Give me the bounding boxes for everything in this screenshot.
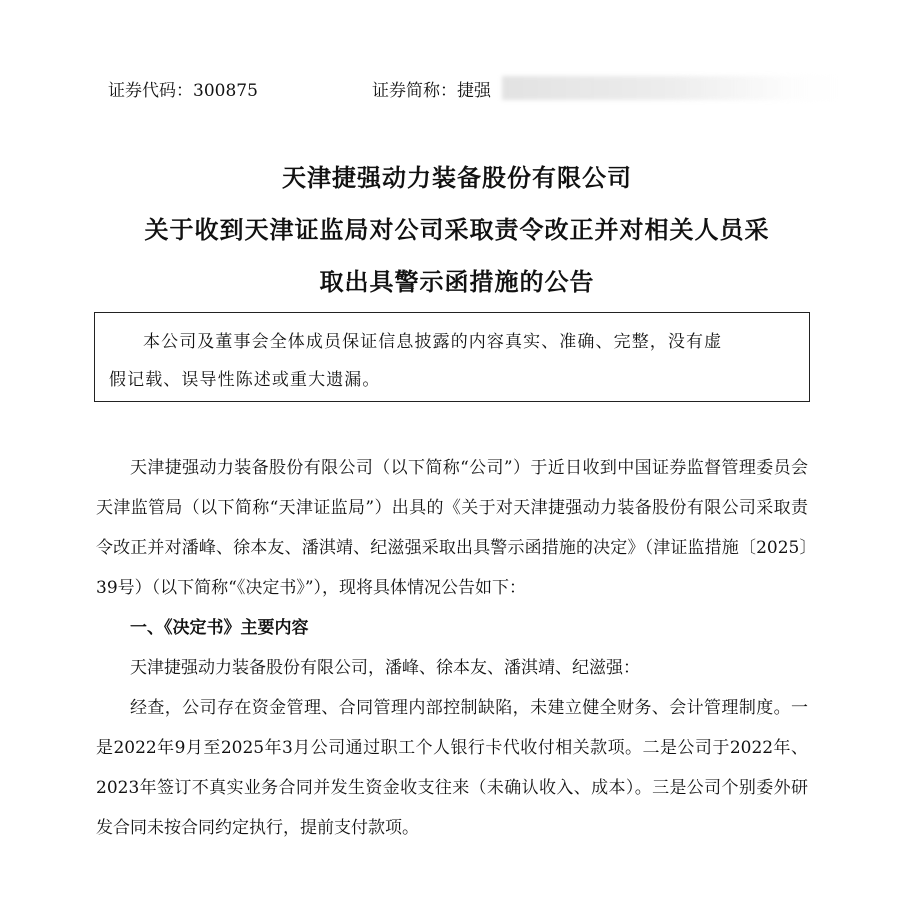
announcement-title-line-1: 关于收到天津证监局对公司采取责令改正并对相关人员采 xyxy=(144,216,770,244)
company-title: 天津捷强动力装备股份有限公司 xyxy=(282,164,632,192)
announcement-body xyxy=(96,448,808,848)
findings-paragraph: 经查，公司存在资金管理、合同管理内部控制缺陷，未建立健全财务、会计管理制度。一是2022年9月至2025年3月公司通过职工个人银行卡代收付相关款项。二是公司于2022年、2023年签订不真实业务合同并发生资金收支往来（未确认收入、成本）。三是公司个别委外研发合同未按合同约定执行，提前支付款项。 xyxy=(96,698,808,838)
announcement-title-line-2: 取出具警示函措施的公告 xyxy=(319,268,595,296)
disclosure-notice-box xyxy=(94,312,810,402)
section-heading: 一、《决定书》主要内容 xyxy=(130,618,309,638)
stock-code: 证券代码：300875 xyxy=(108,81,258,101)
notice-line-2: 假记载、误导性陈述或重大遗漏。 xyxy=(109,370,381,390)
redaction-blur xyxy=(502,76,842,100)
notice-line-1: 本公司及董事会全体成员保证信息披露的内容真实、准确、完整，没有虚 xyxy=(143,332,723,352)
stock-abbreviation: 证券简称：捷强 xyxy=(372,81,491,101)
intro-paragraph: 天津捷强动力装备股份有限公司（以下简称“公司”）于近日收到中国证券监督管理委员会天津监管局（以下简称“天津证监局”）出具的《关于对天津捷强动力装备股份有限公司采取责令改正并对潘峰、徐本友、潘淇靖、纪滋强采取出具警示函措施的决定》（津证监措施〔2025〕39号）（以下简称“《决定书》”），现将具体情况公告如下： xyxy=(96,458,808,598)
addressee-paragraph: 天津捷强动力装备股份有限公司，潘峰、徐本友、潘淇靖、纪滋强： xyxy=(130,658,640,678)
